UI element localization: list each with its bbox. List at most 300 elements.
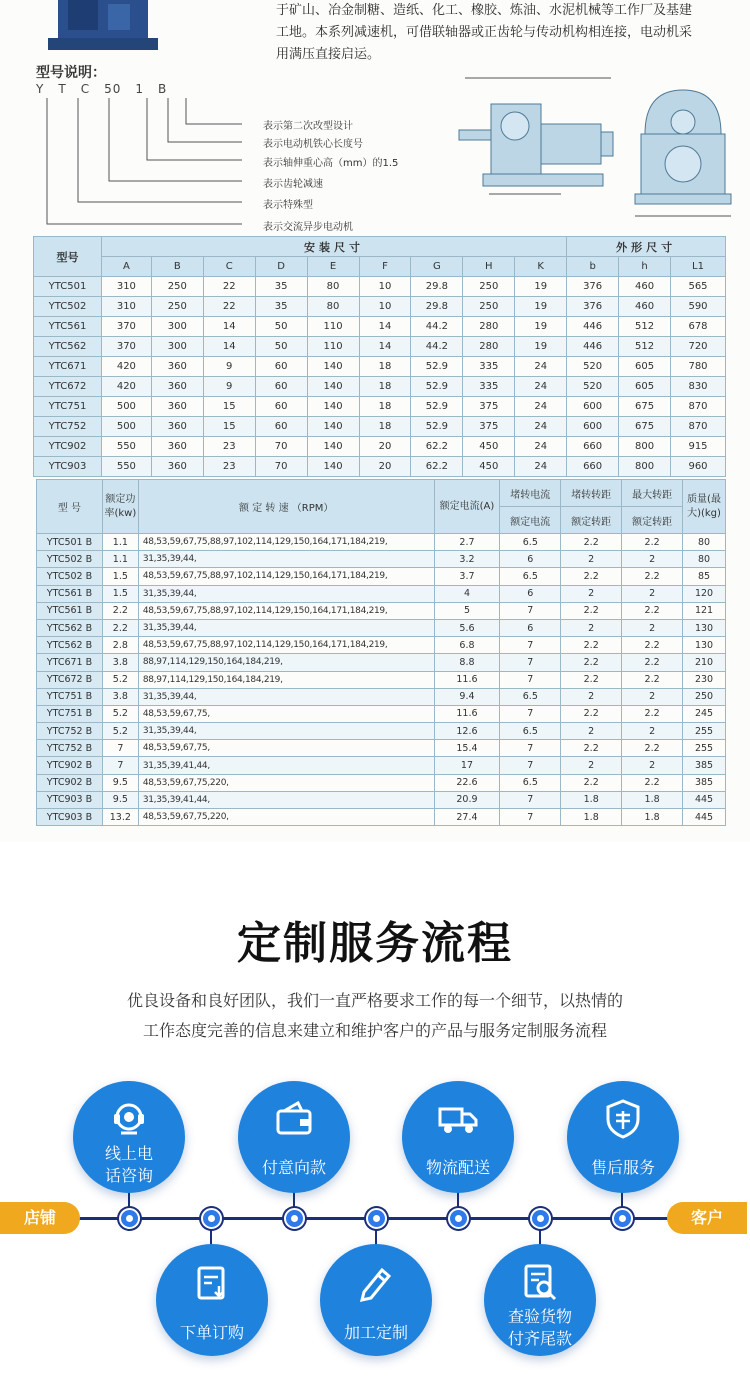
table-cell: 140	[307, 397, 359, 417]
speed-cell: 48,53,59,67,75,	[138, 740, 434, 757]
table-row	[37, 705, 726, 722]
table-cell: 4	[434, 585, 500, 602]
table-cell: 27.4	[434, 809, 500, 826]
table-cell: 2.2	[561, 568, 622, 585]
timeline-dot	[119, 1208, 140, 1229]
model-cell: YTC903	[34, 457, 102, 477]
speed-cell: 48,53,59,67,75,220,	[138, 809, 434, 826]
table-cell: 250	[463, 277, 515, 297]
table-cell: 1.1	[102, 551, 138, 568]
table-cell: 50	[255, 337, 307, 357]
step-inspect-pay[interactable]	[484, 1244, 596, 1356]
table-cell: 15	[203, 397, 255, 417]
table-cell: 6	[500, 551, 561, 568]
table-row	[37, 791, 726, 808]
model-cell: YTC501 B	[37, 534, 103, 551]
legend-item: 表示电动机铁心长度号	[263, 139, 363, 150]
motor-photo-fragment	[48, 0, 158, 52]
table-cell: 5.2	[102, 705, 138, 722]
col-header-stall-torque: 堵转转距	[561, 480, 622, 507]
model-cell: YTC752 B	[37, 740, 103, 757]
table-cell: 2.2	[102, 602, 138, 619]
intro-line: 用满压直接启运。	[276, 47, 381, 62]
headset-icon	[109, 1099, 149, 1139]
table-cell: 9	[203, 357, 255, 377]
table-row	[37, 671, 726, 688]
table-cell: 7	[500, 671, 561, 688]
table-cell: 24	[515, 457, 567, 477]
model-cell: YTC502 B	[37, 568, 103, 585]
table-cell: 2	[561, 551, 622, 568]
timeline-dot	[284, 1208, 305, 1229]
connector	[457, 1190, 459, 1210]
table-cell: 11.6	[434, 671, 500, 688]
model-code: 50	[104, 82, 122, 96]
table-cell: 376	[567, 277, 619, 297]
step-label-line: 线上电	[104, 1144, 153, 1163]
customer-tag: 客户	[667, 1202, 747, 1234]
table-cell: 70	[255, 437, 307, 457]
table-cell: 14	[359, 317, 411, 337]
col-header: C	[203, 257, 255, 277]
table-row	[37, 637, 726, 654]
col-header: F	[359, 257, 411, 277]
table-row	[34, 337, 726, 357]
col-header-current	[434, 480, 500, 534]
model-cell: YTC671	[34, 357, 102, 377]
table-cell: 605	[619, 357, 671, 377]
table-cell: 62.2	[411, 437, 463, 457]
timeline-dot	[201, 1208, 222, 1229]
table-cell: 460	[619, 297, 671, 317]
speed-cell: 48,53,59,67,75,88,97,102,114,129,150,164,171,184,219,	[138, 534, 434, 551]
table-cell: 385	[683, 757, 726, 774]
table-cell: 70	[255, 457, 307, 477]
table-cell: 310	[101, 277, 151, 297]
table-cell: 18	[359, 417, 411, 437]
table-cell: 2	[622, 551, 683, 568]
table-cell: 660	[567, 457, 619, 477]
table-cell: 446	[567, 317, 619, 337]
table-cell: 245	[683, 705, 726, 722]
table-cell: 60	[255, 357, 307, 377]
table-cell: 460	[619, 277, 671, 297]
table-cell: 20.9	[434, 791, 500, 808]
speed-cell: 31,35,39,44,	[138, 585, 434, 602]
table-cell: 2.2	[561, 740, 622, 757]
table-row	[37, 688, 726, 705]
speed-cell: 48,53,59,67,75,	[138, 705, 434, 722]
table-cell: 3.8	[102, 654, 138, 671]
table-cell: 370	[101, 317, 151, 337]
table-cell: 5.2	[102, 723, 138, 740]
table-cell: 5.6	[434, 619, 500, 636]
col-subheader-rated-torque: 额定转距	[561, 507, 622, 534]
table-cell: 29.8	[411, 277, 463, 297]
table-cell: 52.9	[411, 417, 463, 437]
service-desc-line: 工作态度完善的信息来建立和维护客户的产品与服务定制服务流程	[142, 1021, 607, 1040]
table-cell: 20	[359, 457, 411, 477]
table-cell: 2	[622, 688, 683, 705]
table-cell: 6.5	[500, 723, 561, 740]
mass-header-text: 质量(最大)(kg)	[687, 493, 721, 519]
table-cell: 19	[515, 317, 567, 337]
table-cell: 2	[561, 757, 622, 774]
connector	[539, 1227, 541, 1245]
group-header-install: 安装尺寸	[101, 237, 566, 257]
connector	[375, 1227, 377, 1245]
step-place-order[interactable]	[156, 1244, 268, 1356]
table-cell: 7	[500, 637, 561, 654]
table-cell: 9.5	[102, 774, 138, 791]
table-cell: 14	[203, 337, 255, 357]
table-cell: 230	[683, 671, 726, 688]
table-cell: 9	[203, 377, 255, 397]
col-header: E	[307, 257, 359, 277]
table-row	[34, 297, 726, 317]
table-cell: 250	[151, 277, 203, 297]
legend-item: 表示第二次改型设计	[263, 121, 353, 132]
table-cell: 450	[463, 457, 515, 477]
table-cell: 19	[515, 337, 567, 357]
table-row	[34, 457, 726, 477]
col-header-speed: 额 定 转 速 （RPM）	[138, 480, 434, 534]
step-online-consult[interactable]	[73, 1081, 185, 1193]
model-cell: YTC672 B	[37, 671, 103, 688]
model-explain-title: 型号说明：	[36, 65, 106, 81]
table-cell: 2	[622, 723, 683, 740]
table-cell: 24	[515, 417, 567, 437]
table-cell: 675	[619, 417, 671, 437]
table-cell: 3.8	[102, 688, 138, 705]
step-label: 售后服务	[590, 1158, 655, 1177]
table-row	[34, 317, 726, 337]
table-cell: 550	[101, 437, 151, 457]
table-cell: 1.8	[561, 809, 622, 826]
table-cell: 121	[683, 602, 726, 619]
table-cell: 9.5	[102, 791, 138, 808]
table-cell: 600	[567, 397, 619, 417]
timeline-dot	[530, 1208, 551, 1229]
table-cell: 10	[359, 297, 411, 317]
model-cell: YTC561 B	[37, 585, 103, 602]
table-cell: 300	[151, 337, 203, 357]
speed-cell: 31,35,39,44,	[138, 619, 434, 636]
table-cell: 255	[683, 723, 726, 740]
table-row	[34, 417, 726, 437]
table-cell: 44.2	[411, 317, 463, 337]
col-header-mass	[683, 480, 726, 534]
table-cell: 7	[500, 791, 561, 808]
table-cell: 15	[203, 417, 255, 437]
table-row	[37, 551, 726, 568]
col-header-max-torque: 最大转距	[622, 480, 683, 507]
col-subheader-rated-torque: 额定转距	[622, 507, 683, 534]
model-explain-legend	[20, 80, 400, 235]
table-cell: 140	[307, 357, 359, 377]
table-cell: 512	[619, 337, 671, 357]
table-cell: 1.1	[102, 534, 138, 551]
table-cell: 7	[500, 705, 561, 722]
table-cell: 375	[463, 397, 515, 417]
table-cell: 23	[203, 457, 255, 477]
table-cell: 600	[567, 417, 619, 437]
table-cell: 450	[463, 437, 515, 457]
table-row	[34, 397, 726, 417]
table-cell: 512	[619, 317, 671, 337]
col-header: h	[619, 257, 671, 277]
table-cell: 35	[255, 297, 307, 317]
table-cell: 360	[151, 417, 203, 437]
table-row	[37, 619, 726, 636]
truck-icon	[438, 1099, 478, 1139]
col-header: b	[567, 257, 619, 277]
table-cell: 915	[671, 437, 726, 457]
table-cell: 19	[515, 277, 567, 297]
legend-item: 表示齿轮减速	[263, 179, 323, 190]
table-cell: 565	[671, 277, 726, 297]
model-cell: YTC751	[34, 397, 102, 417]
motor-performance-table	[36, 479, 726, 826]
model-cell: YTC501	[34, 277, 102, 297]
table-cell: 6	[500, 585, 561, 602]
table-cell: 140	[307, 377, 359, 397]
step-after-sales[interactable]	[567, 1081, 679, 1193]
table-cell: 80	[683, 534, 726, 551]
table-cell: 7	[102, 757, 138, 774]
col-header: H	[463, 257, 515, 277]
table-row	[34, 377, 726, 397]
model-cell: YTC902 B	[37, 757, 103, 774]
table-cell: 2.2	[561, 654, 622, 671]
table-cell: 2.2	[102, 619, 138, 636]
table-cell: 52.9	[411, 377, 463, 397]
wallet-icon	[274, 1099, 314, 1139]
model-code: C	[80, 82, 91, 96]
col-header-stall-current: 堵转电流	[500, 480, 561, 507]
table-cell: 24	[515, 397, 567, 417]
table-cell: 420	[101, 357, 151, 377]
table-cell: 360	[151, 457, 203, 477]
table-cell: 370	[101, 337, 151, 357]
table-cell: 2.2	[622, 671, 683, 688]
connector	[293, 1190, 295, 1210]
table-cell: 2	[561, 688, 622, 705]
table-cell: 2	[561, 619, 622, 636]
table-cell: 2.2	[622, 637, 683, 654]
document-search-icon	[520, 1262, 560, 1302]
table-cell: 445	[683, 809, 726, 826]
speed-cell: 88,97,114,129,150,164,184,219,	[138, 654, 434, 671]
table-cell: 446	[567, 337, 619, 357]
table-cell: 375	[463, 417, 515, 437]
table-cell: 300	[151, 317, 203, 337]
table-cell: 720	[671, 337, 726, 357]
table-cell: 6.8	[434, 637, 500, 654]
table-cell: 2.2	[622, 740, 683, 757]
table-row	[37, 602, 726, 619]
table-cell: 420	[101, 377, 151, 397]
table-cell: 520	[567, 377, 619, 397]
model-cell: YTC562 B	[37, 637, 103, 654]
table-cell: 678	[671, 317, 726, 337]
group-header-outline: 外形尺寸	[567, 237, 726, 257]
shield-icon	[603, 1099, 643, 1139]
table-cell: 19	[515, 297, 567, 317]
model-cell: YTC902 B	[37, 774, 103, 791]
timeline-dot	[612, 1208, 633, 1229]
table-cell: 520	[567, 357, 619, 377]
table-cell: 960	[671, 457, 726, 477]
current-header-text: 额定电流(A)	[439, 500, 495, 512]
table-cell: 18	[359, 397, 411, 417]
side-view-drawing	[459, 78, 613, 194]
table-cell: 360	[151, 357, 203, 377]
table-row	[37, 774, 726, 791]
table-cell: 17	[434, 757, 500, 774]
table-cell: 2	[622, 585, 683, 602]
speed-cell: 31,35,39,44,	[138, 551, 434, 568]
table-row	[37, 654, 726, 671]
table-cell: 60	[255, 397, 307, 417]
model-cell: YTC562 B	[37, 619, 103, 636]
table-row	[37, 740, 726, 757]
table-cell: 11.6	[434, 705, 500, 722]
step-deposit[interactable]	[238, 1081, 350, 1193]
table-cell: 35	[255, 277, 307, 297]
table-cell: 50	[255, 317, 307, 337]
table-cell: 445	[683, 791, 726, 808]
table-cell: 2	[622, 757, 683, 774]
connector	[621, 1190, 623, 1210]
table-cell: 6.5	[500, 688, 561, 705]
table-cell: 6.5	[500, 774, 561, 791]
table-cell: 250	[463, 297, 515, 317]
table-row	[34, 357, 726, 377]
table-cell: 376	[567, 297, 619, 317]
table-cell: 780	[671, 357, 726, 377]
model-cell: YTC751 B	[37, 705, 103, 722]
table-cell: 24	[515, 357, 567, 377]
table-cell: 62.2	[411, 457, 463, 477]
table-cell: 800	[619, 457, 671, 477]
col-header: A	[101, 257, 151, 277]
step-label	[484, 1306, 596, 1350]
table-cell: 870	[671, 397, 726, 417]
legend-item: 表示特殊型	[263, 200, 313, 211]
table-cell: 870	[671, 417, 726, 437]
step-custom-processing[interactable]	[320, 1244, 432, 1356]
step-label-line: 查验货物	[507, 1307, 572, 1326]
table-cell: 52.9	[411, 357, 463, 377]
table-cell: 18	[359, 377, 411, 397]
intro-text	[276, 0, 736, 66]
table-cell: 255	[683, 740, 726, 757]
model-cell: YTC902	[34, 437, 102, 457]
table-cell: 15.4	[434, 740, 500, 757]
speed-cell: 88,97,114,129,150,164,184,219,	[138, 671, 434, 688]
table-cell: 310	[101, 297, 151, 317]
model-cell: YTC561	[34, 317, 102, 337]
step-label: 下单订购	[179, 1323, 244, 1342]
table-cell: 60	[255, 417, 307, 437]
table-cell: 80	[683, 551, 726, 568]
speed-cell: 48,53,59,67,75,88,97,102,114,129,150,164,171,184,219,	[138, 637, 434, 654]
table-cell: 140	[307, 417, 359, 437]
table-cell: 7	[500, 757, 561, 774]
speed-cell: 48,53,59,67,75,220,	[138, 774, 434, 791]
model-cell: YTC502 B	[37, 551, 103, 568]
table-row	[34, 277, 726, 297]
model-cell: YTC752 B	[37, 723, 103, 740]
table-cell: 2.2	[561, 774, 622, 791]
table-cell: 20	[359, 437, 411, 457]
table-row	[34, 437, 726, 457]
table-cell: 5	[434, 602, 500, 619]
table-cell: 1.5	[102, 585, 138, 602]
table-cell: 605	[619, 377, 671, 397]
table-row	[37, 723, 726, 740]
table-cell: 500	[101, 417, 151, 437]
table-row	[37, 809, 726, 826]
table-cell: 7	[500, 602, 561, 619]
table-cell: 23	[203, 437, 255, 457]
step-logistics[interactable]	[402, 1081, 514, 1193]
table-cell: 7	[500, 740, 561, 757]
table-cell: 2.2	[622, 602, 683, 619]
table-cell: 2.2	[561, 534, 622, 551]
table-cell: 110	[307, 317, 359, 337]
service-desc-line: 优良设备和良好团队，我们一直严格要求工作的每一个细节，以热情的	[126, 991, 623, 1010]
table-cell: 24	[515, 437, 567, 457]
table-cell: 250	[683, 688, 726, 705]
table-row	[37, 585, 726, 602]
table-cell: 335	[463, 357, 515, 377]
table-cell: 2.7	[434, 534, 500, 551]
table-cell: 60	[255, 377, 307, 397]
model-cell: YTC903 B	[37, 809, 103, 826]
table-cell: 22	[203, 277, 255, 297]
table-cell: 24	[515, 377, 567, 397]
table-cell: 8.8	[434, 654, 500, 671]
table-cell: 360	[151, 377, 203, 397]
table-cell: 1.8	[561, 791, 622, 808]
model-cell: YTC561 B	[37, 602, 103, 619]
table-cell: 5.2	[102, 671, 138, 688]
table-cell: 550	[101, 457, 151, 477]
speed-cell: 31,35,39,44,	[138, 723, 434, 740]
table-cell: 2.2	[622, 774, 683, 791]
connector	[128, 1190, 130, 1210]
speed-cell: 31,35,39,41,44,	[138, 757, 434, 774]
table-cell: 830	[671, 377, 726, 397]
step-label: 物流配送	[425, 1158, 490, 1177]
model-cell: YTC751 B	[37, 688, 103, 705]
col-subheader-rated-current: 额定电流	[500, 507, 561, 534]
table-cell: 2.2	[622, 534, 683, 551]
legend-item: 表示交流异步电动机	[263, 222, 353, 233]
table-cell: 10	[359, 277, 411, 297]
table-cell: 280	[463, 317, 515, 337]
col-header: G	[411, 257, 463, 277]
model-code: T	[58, 82, 67, 96]
table-cell: 9.4	[434, 688, 500, 705]
table-cell: 110	[307, 337, 359, 357]
table-cell: 500	[101, 397, 151, 417]
table-cell: 6.5	[500, 534, 561, 551]
table-cell: 2.2	[561, 671, 622, 688]
table-cell: 360	[151, 437, 203, 457]
